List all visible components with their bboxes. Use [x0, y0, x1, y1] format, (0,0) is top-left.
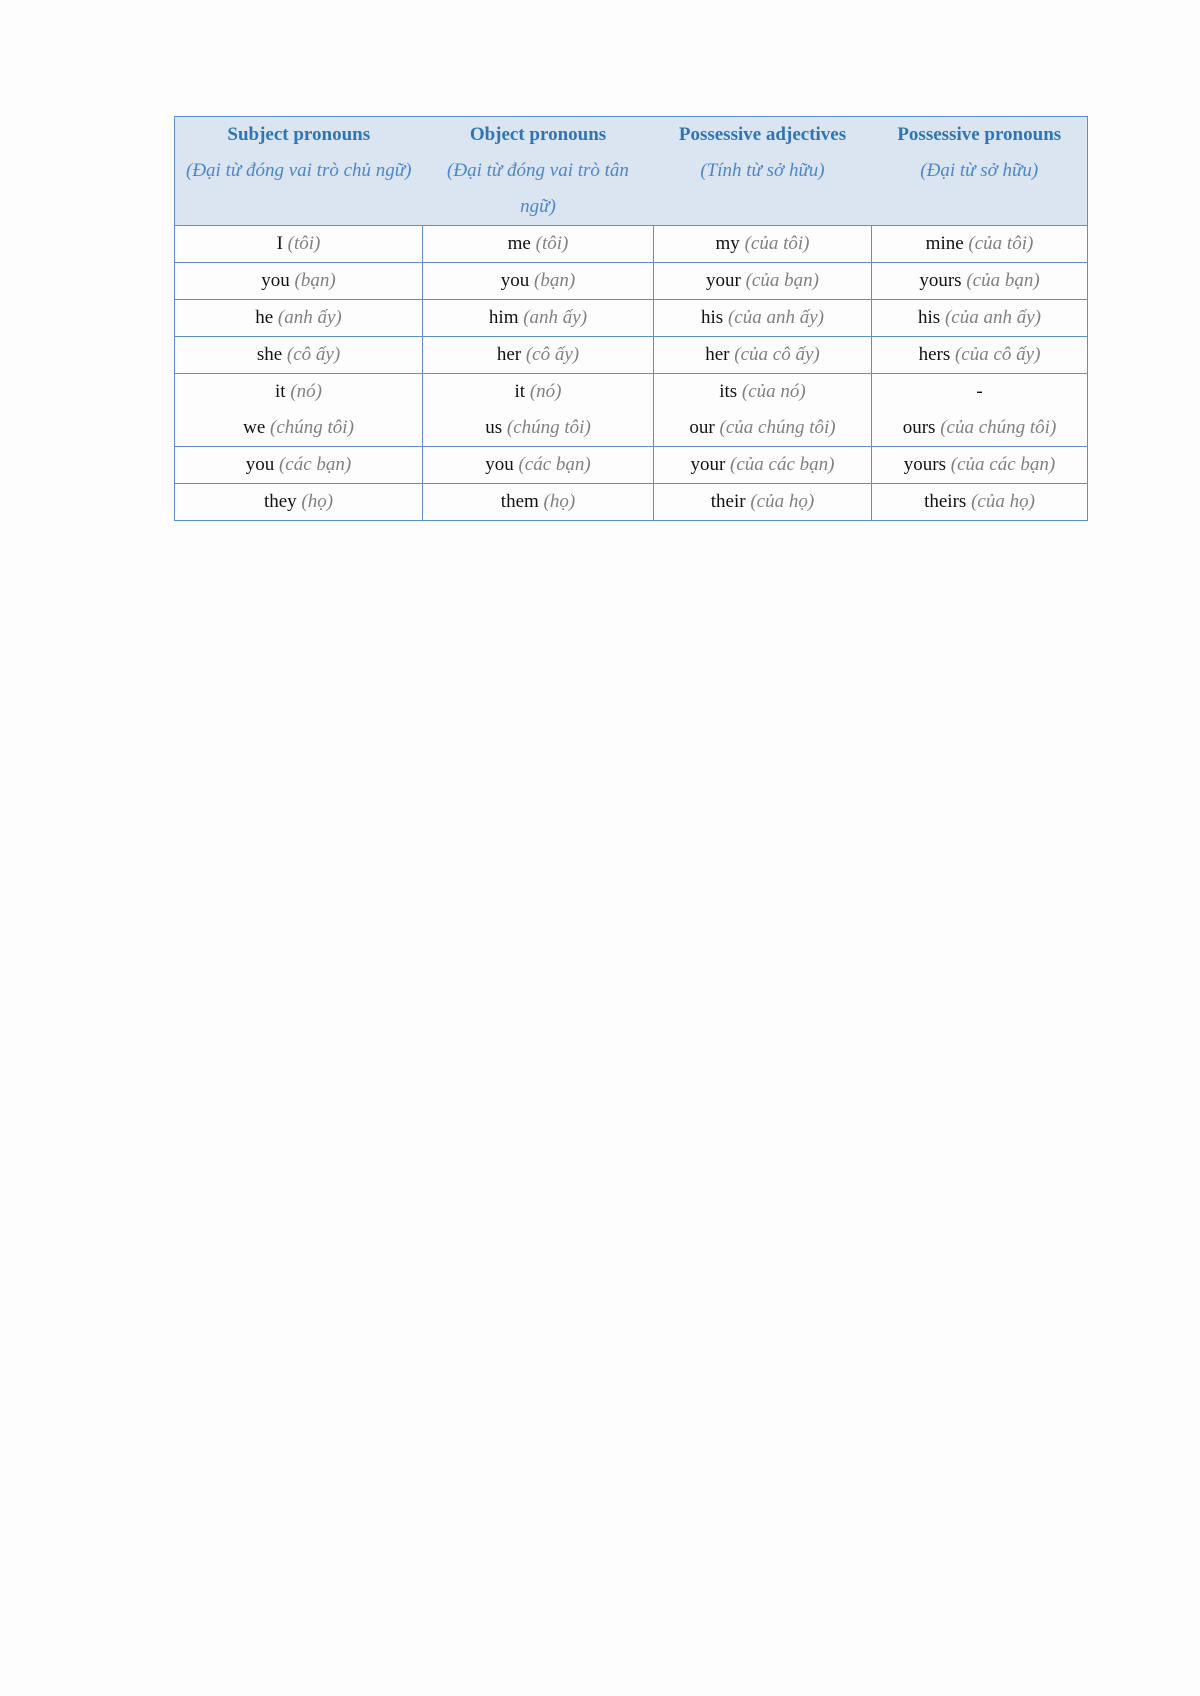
table-cell: [175, 300, 423, 337]
pronoun-word: yours: [903, 454, 946, 475]
header-title: Object pronouns: [469, 124, 607, 145]
pronoun-word: we: [243, 417, 266, 438]
pronoun-gloss: (nó): [529, 381, 562, 402]
pronoun-gloss: (của họ): [971, 491, 1035, 512]
header-cell-subject-pronouns: [175, 117, 423, 226]
table-header: [175, 117, 1088, 226]
pronoun-word: theirs: [924, 491, 967, 512]
pronoun-word: he: [255, 307, 274, 328]
table-row: [175, 374, 1088, 447]
pronoun-word: its: [719, 381, 738, 402]
pronoun-gloss: (anh ấy): [277, 307, 342, 328]
pronoun-word: mine: [925, 233, 964, 254]
table-row: [175, 300, 1088, 337]
header-cell-possessive-pronouns: [872, 117, 1088, 226]
pronoun-gloss: (tôi): [535, 233, 569, 254]
pronoun-gloss: (của anh ấy): [944, 307, 1041, 328]
table-cell: [654, 226, 872, 263]
pronoun-gloss: (tôi): [287, 233, 321, 254]
pronoun-gloss: (của bạn): [966, 270, 1040, 291]
table-cell: [872, 226, 1088, 263]
cell-line: [431, 374, 645, 410]
header-subtitle: (Đại từ sở hữu): [920, 160, 1039, 181]
pronoun-gloss: (các bạn): [518, 454, 591, 475]
pronoun-word: I: [276, 233, 283, 254]
table-cell: [872, 300, 1088, 337]
header-title: Possessive adjectives: [678, 124, 847, 145]
pronoun-word: they: [263, 491, 297, 512]
table-cell: [175, 263, 423, 300]
table-cell: [175, 447, 423, 484]
pronoun-gloss: (của tôi): [968, 233, 1034, 254]
header-cell-object-pronouns: [423, 117, 654, 226]
cell-line: [183, 374, 414, 410]
pronoun-gloss: (của các bạn): [730, 454, 835, 475]
pronoun-gloss: (các bạn): [278, 454, 352, 475]
table-cell: [872, 374, 1088, 447]
pronoun-word: our: [689, 417, 715, 438]
pronoun-gloss: (của các bạn): [950, 454, 1056, 475]
table-cell: [654, 300, 872, 337]
pronoun-gloss: (của họ): [750, 491, 815, 512]
pronoun-gloss: (của nó): [741, 381, 806, 402]
pronoun-gloss: (của tôi): [744, 233, 810, 254]
table-body: [175, 226, 1088, 521]
pronoun-word: their: [710, 491, 746, 512]
pronoun-word: him: [488, 307, 519, 328]
pronoun-word: her: [496, 344, 522, 365]
pronoun-gloss: (của chúng tôi): [940, 417, 1057, 438]
table-cell: [423, 300, 654, 337]
table-cell: [654, 263, 872, 300]
table-row: [175, 484, 1088, 521]
table-cell: [654, 337, 872, 374]
table-row: [175, 337, 1088, 374]
header-subtitle: (Đại từ đóng vai trò chủ ngữ): [186, 160, 412, 181]
pronoun-word: you: [261, 270, 290, 291]
pronoun-table: [174, 116, 1088, 521]
pronoun-word: yours: [919, 270, 962, 291]
table-cell: [872, 484, 1088, 521]
cell-line: [880, 410, 1079, 446]
pronoun-gloss: (chúng tôi): [506, 417, 591, 438]
table-cell: [423, 447, 654, 484]
header-subtitle: (Đại từ đóng vai trò tân ngữ): [447, 160, 629, 217]
pronoun-word: ours: [902, 417, 936, 438]
cell-line: [183, 410, 414, 446]
pronoun-gloss: (họ): [301, 491, 334, 512]
table-row: [175, 263, 1088, 300]
pronoun-word: you: [245, 454, 275, 475]
pronoun-word: -: [976, 381, 983, 402]
pronoun-word: it: [514, 381, 526, 402]
pronoun-gloss: (của cô ấy): [954, 344, 1041, 365]
header-cell-possessive-adjectives: [654, 117, 872, 226]
table-cell: [175, 226, 423, 263]
header-subtitle: (Tính từ sở hữu): [700, 160, 825, 181]
header-title: Subject pronouns: [227, 124, 371, 145]
pronoun-word: them: [500, 491, 539, 512]
table-cell: [423, 337, 654, 374]
pronoun-word: me: [507, 233, 531, 254]
table-cell: [175, 374, 423, 447]
pronoun-gloss: (cô ấy): [525, 344, 580, 365]
table-cell: [654, 374, 872, 447]
pronoun-gloss: (của anh ấy): [727, 307, 824, 328]
pronoun-word: us: [485, 417, 503, 438]
table-cell: [175, 484, 423, 521]
table-cell: [872, 337, 1088, 374]
table-cell: [423, 484, 654, 521]
pronoun-word: his: [918, 307, 941, 328]
pronoun-gloss: (của chúng tôi): [719, 417, 836, 438]
table-cell: [175, 337, 423, 374]
cell-line: [662, 410, 863, 446]
pronoun-gloss: (cô ấy): [286, 344, 341, 365]
table-cell: [654, 484, 872, 521]
table-cell: [423, 263, 654, 300]
pronoun-gloss: (bạn): [534, 270, 576, 291]
pronoun-gloss: (anh ấy): [523, 307, 588, 328]
pronoun-word: my: [715, 233, 740, 254]
pronoun-word: you: [485, 454, 514, 475]
table-cell: [423, 226, 654, 263]
header-row: [175, 117, 1088, 226]
pronoun-gloss: (chúng tôi): [270, 417, 354, 438]
pronoun-gloss: (của bạn): [745, 270, 819, 291]
pronoun-word: you: [500, 270, 530, 291]
cell-line: [431, 410, 645, 446]
pronoun-gloss: (nó): [290, 381, 322, 402]
pronoun-word: hers: [918, 344, 951, 365]
pronoun-gloss: (họ): [543, 491, 576, 512]
header-title: Possessive pronouns: [897, 124, 1062, 145]
table-cell: [872, 263, 1088, 300]
pronoun-gloss: (bạn): [294, 270, 336, 291]
table-cell: [654, 447, 872, 484]
pronoun-word: it: [275, 381, 286, 402]
table-cell: [423, 374, 654, 447]
pronoun-word: she: [256, 344, 283, 365]
pronoun-word: his: [701, 307, 724, 328]
cell-line: [880, 374, 1079, 410]
table-cell: [872, 447, 1088, 484]
pronoun-gloss: (của cô ấy): [734, 344, 820, 365]
pronoun-word: your: [690, 454, 726, 475]
pronoun-word: your: [706, 270, 741, 291]
cell-line: [662, 374, 863, 410]
table-row: [175, 226, 1088, 263]
table-row: [175, 447, 1088, 484]
pronoun-word: her: [705, 344, 730, 365]
